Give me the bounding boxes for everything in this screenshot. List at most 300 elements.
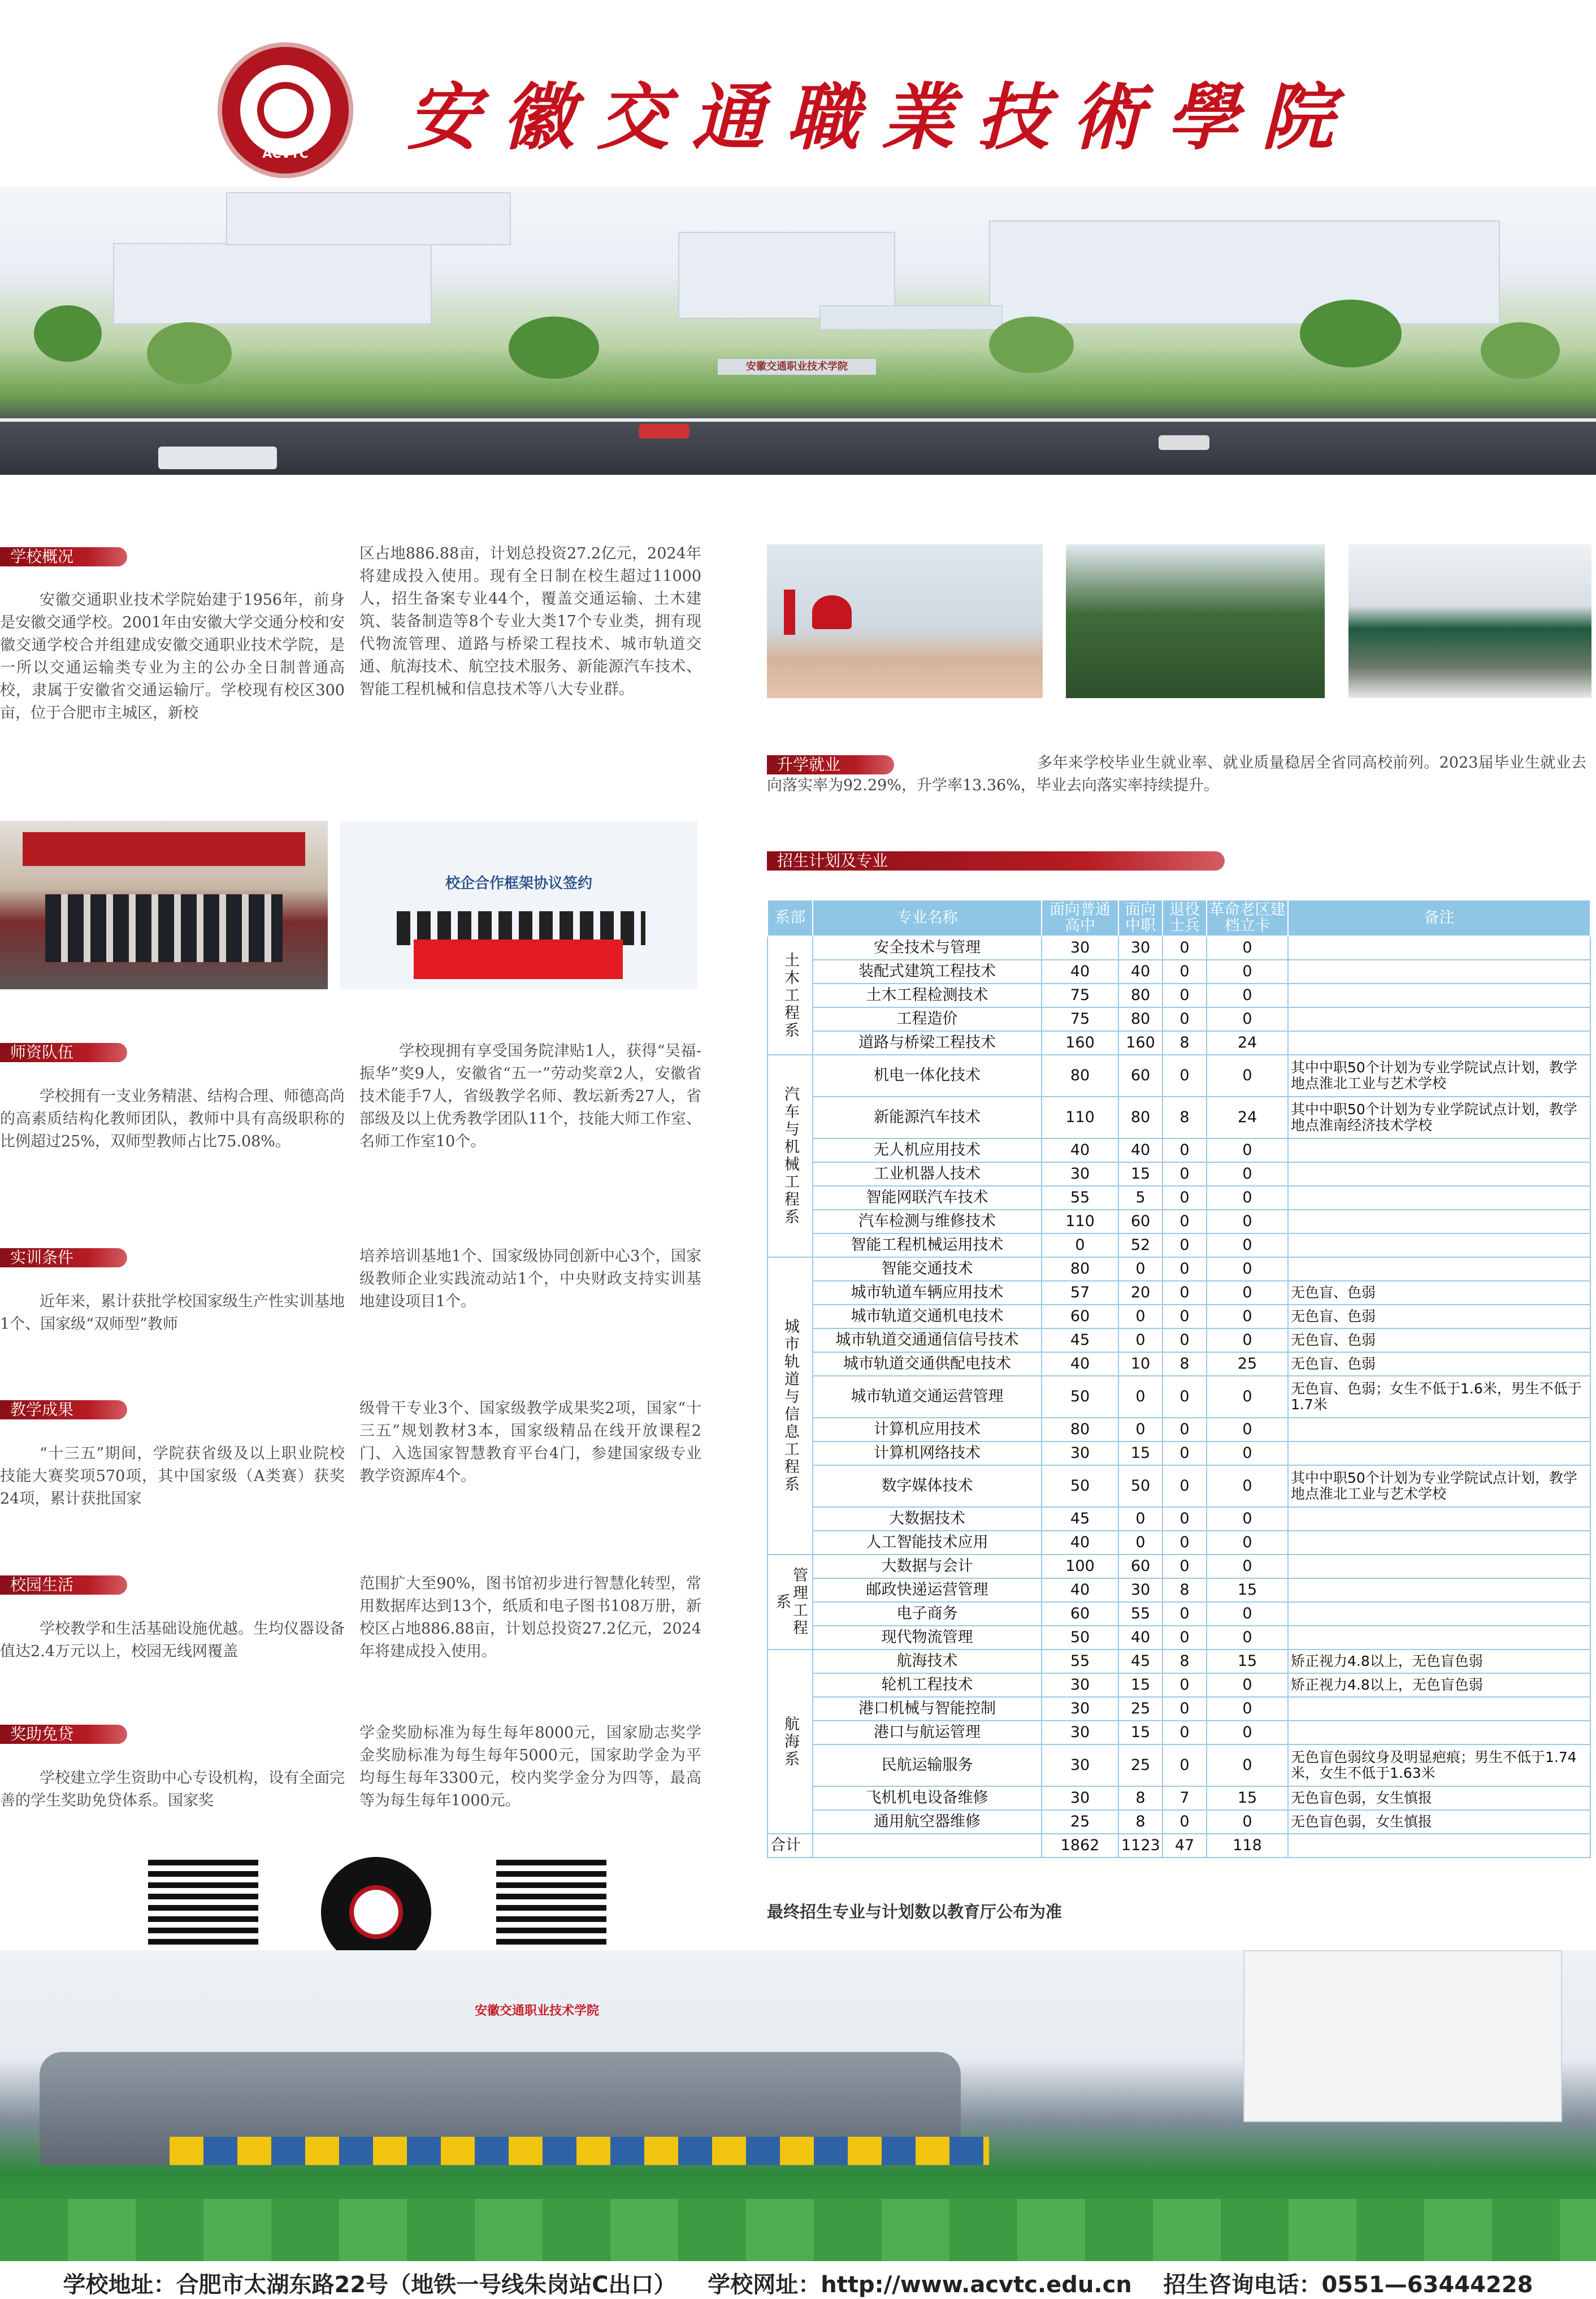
note-cell: 无色盲色弱，女生慎报	[1288, 1786, 1590, 1810]
table-row	[767, 1465, 1590, 1507]
table-row	[767, 1555, 1590, 1578]
vocational-cell: 52	[1118, 1233, 1163, 1257]
revolution-area-cell: 0	[1207, 1626, 1288, 1649]
high-school-cell: 40	[1042, 960, 1118, 984]
table-row	[767, 1786, 1590, 1810]
vocational-cell: 40	[1118, 1138, 1163, 1162]
table-row	[767, 1626, 1590, 1649]
vocational-cell: 25	[1118, 1744, 1163, 1786]
veterans-cell: 0	[1163, 1210, 1207, 1233]
high-school-cell: 30	[1042, 1441, 1118, 1465]
major-cell: 大数据与会计	[813, 1555, 1042, 1578]
veterans-cell: 0	[1163, 936, 1207, 960]
table-row	[767, 1578, 1590, 1602]
high-school-cell: 110	[1042, 1210, 1118, 1233]
meeting-photo	[0, 821, 328, 989]
major-cell: 智能网联汽车技术	[813, 1186, 1042, 1210]
table-row	[767, 1305, 1590, 1328]
veterans-cell: 0	[1163, 1810, 1207, 1834]
veterans-cell: 0	[1163, 1673, 1207, 1697]
high-school-cell: 80	[1042, 1055, 1118, 1097]
vocational-cell: 5	[1118, 1186, 1163, 1210]
note-cell	[1288, 1138, 1590, 1162]
major-cell: 工程造价	[813, 1007, 1042, 1031]
revolution-area-cell: 0	[1207, 1465, 1288, 1507]
revolution-area-cell: 24	[1207, 1097, 1288, 1138]
revolution-area-cell: 0	[1207, 1555, 1288, 1578]
revolution-area-cell: 15	[1207, 1578, 1288, 1602]
high-school-cell: 30	[1042, 1673, 1118, 1697]
note-cell: 无色盲色弱，女生慎报	[1288, 1810, 1590, 1834]
major-cell: 邮政快递运营管理	[813, 1578, 1042, 1602]
major-cell: 工业机器人技术	[813, 1162, 1042, 1186]
veterans-cell: 0	[1163, 1507, 1207, 1531]
veterans-cell: 0	[1163, 1186, 1207, 1210]
high-school-cell: 45	[1042, 1507, 1118, 1531]
high-school-cell: 57	[1042, 1281, 1118, 1305]
aid-text-right: 学金奖励标准为每生每年8000元，国家励志奖学金奖励标准为每生每年5000元，国家助学金为平均每生每年3300元，校内奖学金分为四等，最高等为每生每年1000元。	[359, 1724, 701, 1809]
gate-sign: 安徽交通职业技术学院	[718, 359, 876, 375]
note-cell	[1288, 936, 1590, 960]
overview-text-right: 区占地886.88亩，计划总投资27.2亿元，2024年将建成投入使用。现有全日制在校生超过11000人，招生备案专业44个，覆盖交通运输、土木建筑、装备制造等8个专业大类17个专业类，拥有现代物流管理、道路与桥梁工程技术、城市轨道交通、航海技术、航空技术服务、新能源汽车技术、智能工程机械和信息技术等八大专业群。	[359, 545, 701, 698]
header-notes: 备注	[1288, 900, 1590, 936]
major-cell: 智能交通技术	[813, 1257, 1042, 1281]
vocational-cell: 80	[1118, 1007, 1163, 1031]
table-row	[767, 1649, 1590, 1673]
table-row	[767, 1031, 1590, 1055]
overview-text-left: 安徽交通职业技术学院始建于1956年，前身是安徽交通学校。2001年由安徽大学交通分校和安徽交通学校合并组建成安徽交通职业技术学院，是一所以交通运输类专业为主的公办全日制普通高校，隶属于安徽省交通运输厅。学校现有校区300亩，位于合肥市主城区，新校	[0, 591, 345, 722]
stadium-photo	[0, 1950, 1596, 2261]
table-row	[767, 1281, 1590, 1305]
veterans-cell: 0	[1163, 1138, 1207, 1162]
revolution-area-cell: 0	[1207, 1441, 1288, 1465]
table-row	[767, 984, 1590, 1007]
high-school-cell: 40	[1042, 1352, 1118, 1376]
veterans-cell: 0	[1163, 960, 1207, 984]
note-cell	[1288, 1626, 1590, 1649]
note-cell: 无色盲、色弱	[1288, 1328, 1590, 1352]
vocational-cell: 25	[1118, 1697, 1163, 1721]
vocational-cell: 8	[1118, 1786, 1163, 1810]
high-school-cell: 60	[1042, 1305, 1118, 1328]
note-cell: 矫正视力4.8以上，无色盲色弱	[1288, 1673, 1590, 1697]
high-school-cell: 100	[1042, 1555, 1118, 1578]
note-cell	[1288, 1031, 1590, 1055]
major-cell: 航海技术	[813, 1649, 1042, 1673]
revolution-area-cell: 0	[1207, 1210, 1288, 1233]
note-cell: 其中中职50个计划为专业学院试点计划，教学地点淮北工业与艺术学校	[1288, 1465, 1590, 1507]
note-cell	[1288, 1578, 1590, 1602]
signing-title: 校企合作框架协议签约	[445, 875, 592, 892]
stadium-sign: 安徽交通职业技术学院	[474, 2004, 599, 2018]
total-note	[1288, 1834, 1590, 1858]
school-logo	[218, 42, 353, 178]
major-cell: 城市轨道车辆应用技术	[813, 1281, 1042, 1305]
revolution-area-cell: 0	[1207, 1507, 1288, 1531]
section-label-faculty: 师资队伍	[0, 1043, 127, 1062]
table-row	[767, 1055, 1590, 1097]
note-cell	[1288, 960, 1590, 984]
note-cell: 无色盲、色弱	[1288, 1281, 1590, 1305]
vocational-cell: 0	[1118, 1418, 1163, 1441]
major-cell: 人工智能技术应用	[813, 1531, 1042, 1555]
note-cell	[1288, 1233, 1590, 1257]
campus-text-left: 学校教学和生活基础设施优越。生均仪器设备值达2.4万元以上，校园无线网覆盖	[0, 1620, 345, 1660]
table-row	[767, 1673, 1590, 1697]
high-school-cell: 30	[1042, 936, 1118, 960]
table-row	[767, 1233, 1590, 1257]
table-row	[767, 1257, 1590, 1281]
high-school-cell: 110	[1042, 1097, 1118, 1138]
revolution-area-cell: 15	[1207, 1786, 1288, 1810]
veterans-cell: 0	[1163, 1531, 1207, 1555]
vocational-cell: 0	[1118, 1305, 1163, 1328]
table-header-row	[767, 900, 1590, 936]
table-row	[767, 1097, 1590, 1138]
table-row	[767, 1744, 1590, 1786]
vocational-cell: 20	[1118, 1281, 1163, 1305]
revolution-area-cell: 0	[1207, 1744, 1288, 1786]
revolution-area-cell: 0	[1207, 1162, 1288, 1186]
table-row	[767, 1138, 1590, 1162]
vocational-cell: 50	[1118, 1465, 1163, 1507]
note-cell	[1288, 1441, 1590, 1465]
veterans-cell: 0	[1163, 1328, 1207, 1352]
section-label-achievements: 教学成果	[0, 1400, 127, 1419]
vocational-cell: 15	[1118, 1721, 1163, 1744]
vocational-cell: 30	[1118, 1578, 1163, 1602]
major-cell: 无人机应用技术	[813, 1138, 1042, 1162]
note-cell	[1288, 1721, 1590, 1744]
note-cell: 无色盲、色弱	[1288, 1305, 1590, 1328]
vocational-cell: 60	[1118, 1555, 1163, 1578]
campus-text-right: 范围扩大至90%，图书馆初步进行智慧化转型，常用数据库达到13个，纸质和电子图书108万册，新校区占地886.88亩，计划总投资27.2亿元，2024年将建成投入使用。	[359, 1575, 701, 1660]
major-cell: 电子商务	[813, 1602, 1042, 1626]
revolution-area-cell: 0	[1207, 1602, 1288, 1626]
major-cell: 通用航空器维修	[813, 1810, 1042, 1834]
note-cell	[1288, 1531, 1590, 1555]
revolution-area-cell: 0	[1207, 936, 1288, 960]
major-cell: 城市轨道交通供配电技术	[813, 1352, 1042, 1376]
high-school-cell: 160	[1042, 1031, 1118, 1055]
note-cell: 无色盲、色弱；女生不低于1.6米，男生不低于1.7米	[1288, 1376, 1590, 1418]
dept-cell: 城市轨道与信息工程系	[767, 1257, 813, 1555]
note-cell	[1288, 1186, 1590, 1210]
note-cell	[1288, 1257, 1590, 1281]
high-school-cell: 30	[1042, 1162, 1118, 1186]
vocational-cell: 160	[1118, 1031, 1163, 1055]
total-blank	[813, 1834, 1042, 1858]
high-school-cell: 75	[1042, 1007, 1118, 1031]
section-label-plan: 招生计划及专业	[767, 851, 1225, 871]
vocational-cell: 0	[1118, 1328, 1163, 1352]
table-row	[767, 1328, 1590, 1352]
veterans-cell: 0	[1163, 1007, 1207, 1031]
note-cell	[1288, 1555, 1590, 1578]
vocational-cell: 60	[1118, 1055, 1163, 1097]
dept-cell: 航海系	[767, 1649, 813, 1834]
section-label-overview: 学校概况	[0, 547, 127, 566]
vocational-cell: 15	[1118, 1162, 1163, 1186]
veterans-cell: 8	[1163, 1352, 1207, 1376]
major-cell: 汽车检测与维修技术	[813, 1210, 1042, 1233]
high-school-cell: 60	[1042, 1602, 1118, 1626]
high-school-cell: 30	[1042, 1721, 1118, 1744]
major-cell: 大数据技术	[813, 1507, 1042, 1531]
high-school-cell: 40	[1042, 1138, 1118, 1162]
veterans-cell: 0	[1163, 1721, 1207, 1744]
high-school-cell: 80	[1042, 1257, 1118, 1281]
veterans-cell: 0	[1163, 1602, 1207, 1626]
table-row	[767, 1507, 1590, 1531]
major-cell: 智能工程机械运用技术	[813, 1233, 1042, 1257]
veterans-cell: 0	[1163, 1162, 1207, 1186]
section-label-aid: 奖助免贷	[0, 1725, 127, 1744]
major-cell: 飞机机电设备维修	[813, 1786, 1042, 1810]
veterans-cell: 8	[1163, 1649, 1207, 1673]
high-school-cell: 75	[1042, 984, 1118, 1007]
veterans-cell: 0	[1163, 1555, 1207, 1578]
revolution-area-cell: 0	[1207, 1721, 1288, 1744]
i-love-campus-photo	[767, 544, 1043, 698]
vocational-cell: 40	[1118, 960, 1163, 984]
admission-plan-table	[767, 899, 1591, 1858]
aid-text-left: 学校建立学生资助中心专设机构，设有全面完善的学生奖助免贷体系。国家奖	[0, 1769, 345, 1809]
table-row	[767, 1376, 1590, 1418]
faculty-text-left: 学校拥有一支业务精湛、结构合理、师德高尚的高素质结构化教师团队，教师中具有高级职称的比例超过25%，双师型教师占比75.08%。	[0, 1088, 345, 1150]
table-row	[767, 960, 1590, 984]
high-school-cell: 55	[1042, 1649, 1118, 1673]
high-school-cell: 0	[1042, 1233, 1118, 1257]
revolution-area-cell: 15	[1207, 1649, 1288, 1673]
note-cell	[1288, 1418, 1590, 1441]
total-vocational: 1123	[1118, 1834, 1163, 1858]
vocational-cell: 55	[1118, 1602, 1163, 1626]
veterans-cell: 8	[1163, 1578, 1207, 1602]
note-cell	[1288, 1007, 1590, 1031]
veterans-cell: 8	[1163, 1031, 1207, 1055]
header-dept: 系部	[767, 900, 813, 936]
revolution-area-cell: 0	[1207, 1418, 1288, 1441]
revolution-area-cell: 24	[1207, 1031, 1288, 1055]
training-text-left: 近年来，累计获批学校国家级生产性实训基地1个、国家级“双师型”教师	[0, 1293, 345, 1333]
note-cell: 其中中职50个计划为专业学院试点计划，教学地点淮南经济技术学校	[1288, 1097, 1590, 1138]
revolution-area-cell: 0	[1207, 1233, 1288, 1257]
vocational-cell: 15	[1118, 1673, 1163, 1697]
revolution-area-cell: 0	[1207, 1138, 1288, 1162]
achievements-text-left: “十三五”期间，学院获省级及以上职业院校技能大赛奖项570项，其中国家级（A类赛）获奖24项，累计获批国家	[0, 1445, 345, 1508]
high-school-cell: 50	[1042, 1376, 1118, 1418]
major-cell: 机电一体化技术	[813, 1055, 1042, 1097]
employment-text: 多年来学校毕业生就业率、就业质量稳居全省同高校前列。2023届毕业生就业去向落实率为92.29%，升学率13.36%，毕业去向落实率持续提升。	[767, 754, 1586, 794]
header	[0, 0, 1596, 187]
header-veterans: 退役士兵	[1163, 900, 1207, 936]
table-row	[767, 1007, 1590, 1031]
training-text-right: 培养培训基地1个、国家级协同创新中心3个，国家级教师企业实践流动站1个，中央财政支持实训基地建设项目1个。	[359, 1248, 701, 1310]
high-school-cell: 30	[1042, 1697, 1118, 1721]
revolution-area-cell: 0	[1207, 1810, 1288, 1834]
table-row	[767, 1531, 1590, 1555]
total-label: 合计	[767, 1834, 813, 1858]
revolution-area-cell: 0	[1207, 1376, 1288, 1418]
veterans-cell: 0	[1163, 1281, 1207, 1305]
veterans-cell: 0	[1163, 1441, 1207, 1465]
high-school-cell: 50	[1042, 1465, 1118, 1507]
major-cell: 港口与航运管理	[813, 1721, 1042, 1744]
high-school-cell: 80	[1042, 1418, 1118, 1441]
table-row	[767, 1697, 1590, 1721]
veterans-cell: 0	[1163, 1744, 1207, 1786]
revolution-area-cell: 0	[1207, 960, 1288, 984]
note-cell	[1288, 1210, 1590, 1233]
veterans-cell: 8	[1163, 1097, 1207, 1138]
revolution-area-cell: 0	[1207, 1281, 1288, 1305]
major-cell: 土木工程检测技术	[813, 984, 1042, 1007]
veterans-cell: 0	[1163, 1376, 1207, 1418]
revolution-area-cell: 0	[1207, 1673, 1288, 1697]
veterans-cell: 0	[1163, 1465, 1207, 1507]
vocational-cell: 10	[1118, 1352, 1163, 1376]
high-school-cell: 45	[1042, 1328, 1118, 1352]
vocational-cell: 0	[1118, 1257, 1163, 1281]
header-vocational: 面向中职	[1118, 900, 1163, 936]
high-school-cell: 30	[1042, 1786, 1118, 1810]
dept-cell: 汽车与机械工程系	[767, 1055, 813, 1257]
total-revolution-area: 118	[1207, 1834, 1288, 1858]
table-row	[767, 1162, 1590, 1186]
note-cell	[1288, 1162, 1590, 1186]
vocational-cell: 0	[1118, 1376, 1163, 1418]
vocational-cell: 30	[1118, 936, 1163, 960]
logo-abbr: ACVTC	[262, 147, 309, 161]
total-high-school: 1862	[1042, 1834, 1118, 1858]
major-cell: 民航运输服务	[813, 1744, 1042, 1786]
high-school-cell: 40	[1042, 1578, 1118, 1602]
high-school-cell: 30	[1042, 1744, 1118, 1786]
veterans-cell: 0	[1163, 1305, 1207, 1328]
major-cell: 城市轨道交通运营管理	[813, 1376, 1042, 1418]
major-cell: 现代物流管理	[813, 1626, 1042, 1649]
school-title: 安徽交通職業技術學院	[407, 75, 1357, 160]
table-row	[767, 1352, 1590, 1376]
plan-footnote: 最终招生专业与计划数以教育厅公布为准	[767, 1902, 1062, 1921]
header-major: 专业名称	[813, 900, 1042, 936]
revolution-area-cell: 0	[1207, 1531, 1288, 1555]
revolution-area-cell: 0	[1207, 984, 1288, 1007]
table-row	[767, 1418, 1590, 1441]
footer-website[interactable]: 学校网址：http://www.acvtc.edu.cn	[708, 2272, 1132, 2298]
section-label-campus: 校园生活	[0, 1575, 127, 1595]
note-cell	[1288, 984, 1590, 1007]
veterans-cell: 7	[1163, 1786, 1207, 1810]
high-school-cell: 40	[1042, 1531, 1118, 1555]
note-cell: 其中中职50个计划为专业学院试点计划，教学地点淮北工业与艺术学校	[1288, 1055, 1590, 1097]
footer-address: 学校地址：合肥市太湖东路22号（地铁一号线朱岗站C出口）	[63, 2272, 676, 2298]
note-cell	[1288, 1602, 1590, 1626]
major-cell: 轮机工程技术	[813, 1673, 1042, 1697]
table-row	[767, 1210, 1590, 1233]
major-cell: 港口机械与智能控制	[813, 1697, 1042, 1721]
revolution-area-cell: 0	[1207, 1328, 1288, 1352]
veterans-photo	[1066, 544, 1325, 698]
revolution-area-cell: 0	[1207, 1055, 1288, 1097]
vocational-cell: 40	[1118, 1626, 1163, 1649]
faculty-text-right: 学校现拥有享受国务院津贴1人，获得“吴福-振华”奖9人，安徽省“五一”劳动奖章2人，安徽省技术能手7人，省级教学名师、教坛新秀27人，省部级及以上优秀教学团队11个，技能大师工作室、名师工作室10个。	[359, 1042, 701, 1150]
major-cell: 计算机应用技术	[813, 1418, 1042, 1441]
revolution-area-cell: 0	[1207, 1257, 1288, 1281]
table-row	[767, 1186, 1590, 1210]
major-cell: 道路与桥梁工程技术	[813, 1031, 1042, 1055]
major-cell: 安全技术与管理	[813, 936, 1042, 960]
veterans-cell: 0	[1163, 984, 1207, 1007]
major-cell: 城市轨道交通机电技术	[813, 1305, 1042, 1328]
veterans-cell: 0	[1163, 1257, 1207, 1281]
high-school-cell: 55	[1042, 1186, 1118, 1210]
table-row	[767, 1441, 1590, 1465]
header-high-school: 面向普通高中	[1042, 900, 1118, 936]
train-photo	[1348, 544, 1591, 698]
table-row	[767, 1721, 1590, 1744]
veterans-cell: 0	[1163, 1233, 1207, 1257]
vocational-cell: 80	[1118, 984, 1163, 1007]
dept-cell: 土木工程系	[767, 936, 813, 1055]
note-cell: 无色盲色弱纹身及明显疤痕；男生不低于1.74米，女生不低于1.63米	[1288, 1744, 1590, 1786]
note-cell: 无色盲、色弱	[1288, 1352, 1590, 1376]
footer-phone: 招生咨询电话：0551—63444228	[1163, 2272, 1533, 2298]
major-cell: 新能源汽车技术	[813, 1097, 1042, 1138]
major-cell: 装配式建筑工程技术	[813, 960, 1042, 984]
achievements-text-right: 级骨干专业3个、国家级教学成果奖2项，国家“十三五”规划教材3本，国家级精品在线开放课程2门、入选国家智慧教育平台4门，参建国家级专业教学资源库4个。	[359, 1400, 701, 1485]
veterans-cell: 0	[1163, 1418, 1207, 1441]
note-cell	[1288, 1697, 1590, 1721]
total-veterans: 47	[1163, 1834, 1207, 1858]
note-cell	[1288, 1507, 1590, 1531]
revolution-area-cell: 0	[1207, 1305, 1288, 1328]
section-label-employment: 升学就业	[767, 755, 894, 774]
campus-banner-image	[0, 187, 1596, 475]
major-cell: 城市轨道交通通信信号技术	[813, 1328, 1042, 1352]
section-label-training: 实训条件	[0, 1248, 127, 1267]
revolution-area-cell: 0	[1207, 1697, 1288, 1721]
revolution-area-cell: 25	[1207, 1352, 1288, 1376]
table-row	[767, 1602, 1590, 1626]
veterans-cell: 0	[1163, 1626, 1207, 1649]
revolution-area-cell: 0	[1207, 1186, 1288, 1210]
header-revolution-area: 革命老区建档立卡	[1207, 900, 1288, 936]
revolution-area-cell: 0	[1207, 1007, 1288, 1031]
veterans-cell: 0	[1163, 1697, 1207, 1721]
vocational-cell: 60	[1118, 1210, 1163, 1233]
major-cell: 计算机网络技术	[813, 1441, 1042, 1465]
vocational-cell: 45	[1118, 1649, 1163, 1673]
veterans-cell: 0	[1163, 1055, 1207, 1097]
high-school-cell: 50	[1042, 1626, 1118, 1649]
high-school-cell: 25	[1042, 1810, 1118, 1834]
vocational-cell: 15	[1118, 1441, 1163, 1465]
vocational-cell: 0	[1118, 1507, 1163, 1531]
vocational-cell: 8	[1118, 1810, 1163, 1834]
table-row	[767, 1810, 1590, 1834]
vocational-cell: 80	[1118, 1097, 1163, 1138]
footer	[0, 2267, 1596, 2299]
signing-ceremony-photo	[340, 821, 697, 989]
vocational-cell: 0	[1118, 1531, 1163, 1555]
major-cell: 数字媒体技术	[813, 1465, 1042, 1507]
note-cell: 矫正视力4.8以上，无色盲色弱	[1288, 1649, 1590, 1673]
table-total-row	[767, 1834, 1590, 1858]
dept-cell: 管理工程系	[767, 1555, 813, 1649]
table-row	[767, 936, 1590, 960]
